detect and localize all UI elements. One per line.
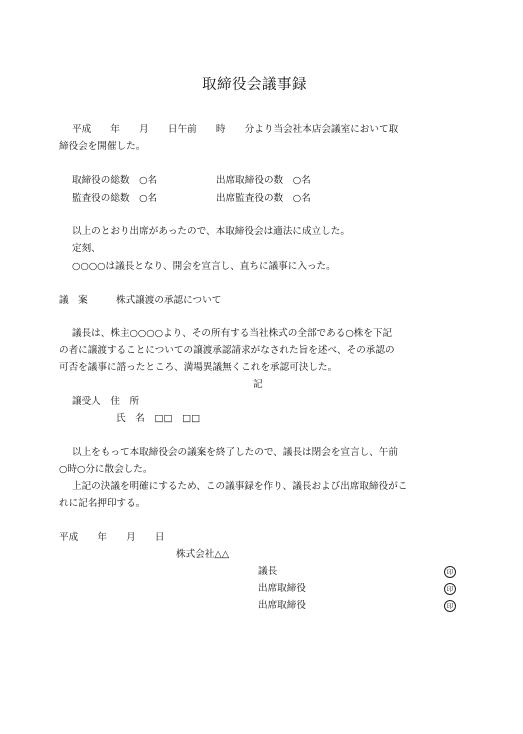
closing-line-3: 上記の決議を明確にするため、この議事録を作り、議長および出席取締役がこ — [72, 481, 408, 492]
closing-line-1: 以上をもって本取締役会の議案を終了したので、議長は閉会を宣言し、午前 — [72, 447, 398, 458]
transferee-name: 氏 名 □□ □□ — [116, 413, 201, 424]
agenda-label: 議 案 — [59, 295, 88, 306]
closing-line-2: ○時○分に散会した。 — [59, 464, 153, 475]
agenda-subject: 株式譲渡の承認について — [116, 295, 222, 306]
seal-mark: 印 — [444, 600, 456, 612]
auditors-total: 監査役の総数 ○名 — [72, 193, 158, 204]
seal-mark: 印 — [444, 583, 456, 595]
auditors-present: 出席監査役の数 ○名 — [216, 193, 311, 204]
document-title: 取締役会議事録 — [202, 77, 307, 93]
quorum-line-1: 以上のとおり出席があったので、本取締役会は適法に成立した。 — [72, 226, 350, 237]
signature-role-director: 出席取締役 — [258, 583, 306, 594]
opening-line-2: 締役会を開催した。 — [59, 141, 146, 152]
resolution-line-1: 議長は、株主○○○○より、その所有する当社株式の全部である○株を下記 — [72, 328, 393, 339]
record-ki: 記 — [253, 379, 263, 390]
directors-total: 取締役の総数 ○名 — [72, 175, 158, 186]
opening-line-1: 平成 年 月 日午前 時 分より当会社本店会議室において取 — [72, 124, 399, 135]
quorum-line-3: ○○○○は議長となり、開会を宣言し、直ちに議事に入った。 — [72, 261, 336, 272]
transferee-label: 譲受人 住 所 — [72, 396, 140, 407]
resolution-line-2: の者に譲渡することについての譲渡承認請求がなされた旨を述べ、その承認の — [59, 345, 395, 356]
document-date: 平成 年 月 日 — [59, 532, 165, 543]
seal-mark: 印 — [444, 566, 456, 578]
quorum-line-2: 定刻、 — [72, 243, 101, 254]
closing-line-4: れに記名押印する。 — [59, 498, 146, 509]
signature-role-director: 出席取締役 — [258, 600, 306, 611]
resolution-line-3: 可否を議事に諮ったところ、満場異議無くこれを承認可決した。 — [59, 362, 338, 373]
company-name: 株式会社△△ — [176, 549, 230, 560]
directors-present: 出席取締役の数 ○名 — [216, 175, 311, 186]
signature-role-chair: 議長 — [258, 566, 278, 577]
